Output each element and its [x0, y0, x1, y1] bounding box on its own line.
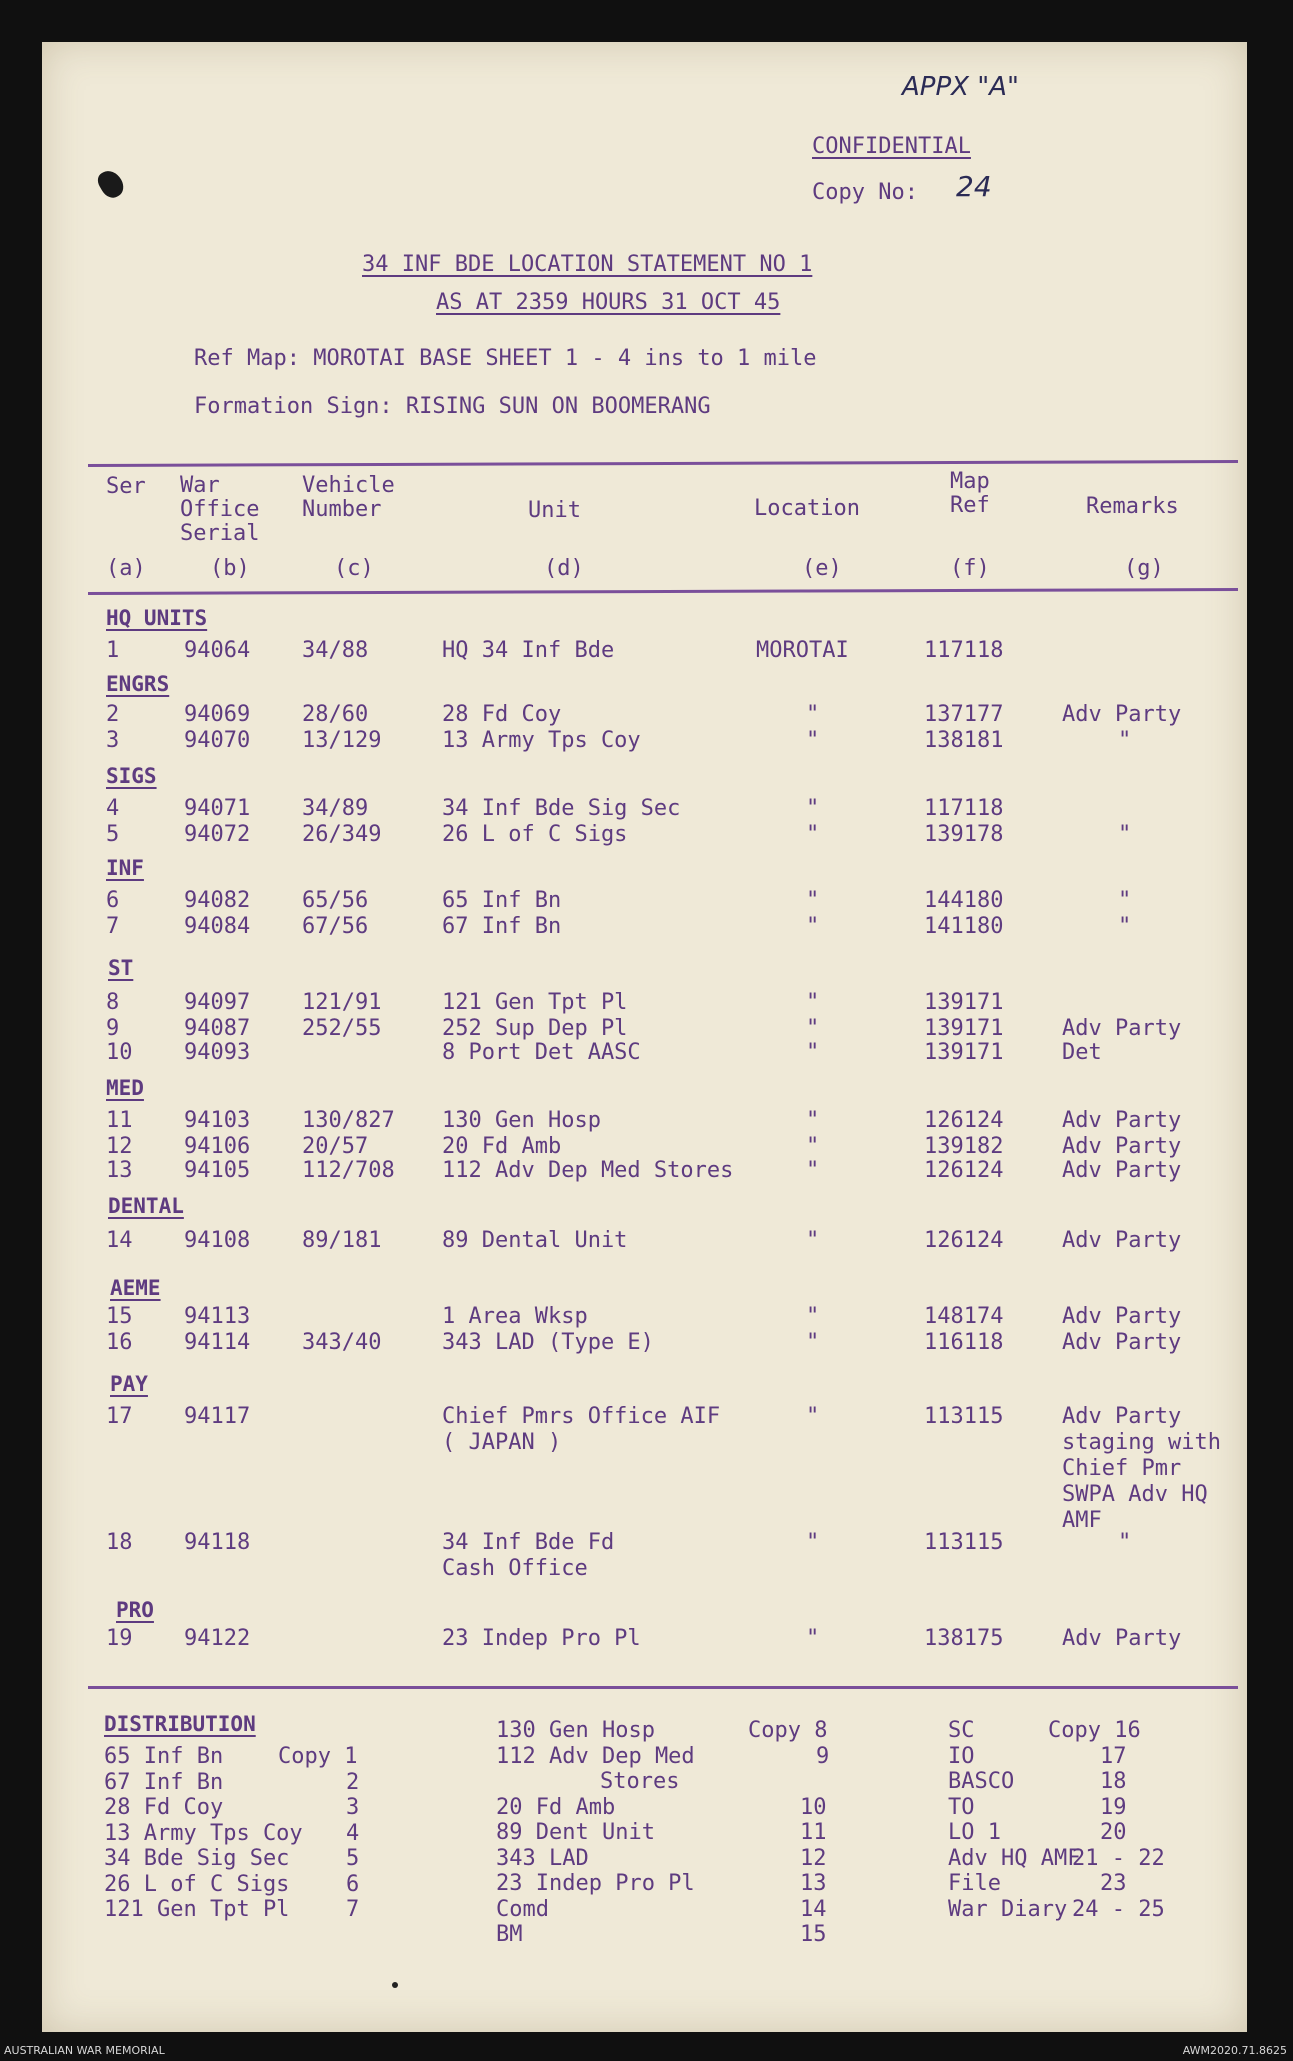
distribution-copy-number: 23 — [1100, 1871, 1127, 1896]
cell-map-ref: 113115 — [924, 1404, 1004, 1429]
distribution-copy-number: 18 — [1100, 1769, 1127, 1794]
cell-ser: 17 — [106, 1404, 133, 1429]
cell-remarks-line: AMF — [1062, 1508, 1102, 1533]
distribution-recipient: 23 Indep Pro Pl — [496, 1871, 695, 1896]
distribution-copy-number: Copy 1 — [278, 1744, 358, 1769]
cell-ser: 10 — [106, 1040, 133, 1065]
cell-remarks: Adv Party — [1062, 1304, 1182, 1329]
distribution-recipient: 65 Inf Bn — [104, 1744, 224, 1769]
distribution-recipient: SC — [948, 1718, 975, 1743]
cell-unit: 65 Inf Bn — [442, 888, 562, 913]
cell-war-office-serial: 94097 — [184, 990, 251, 1015]
section-hq-units: HQ UNITS — [106, 606, 208, 630]
distribution-recipient: Stores — [600, 1769, 680, 1794]
col-header-ref: Ref — [950, 493, 990, 518]
distribution-recipient: Adv HQ AMF — [948, 1845, 1081, 1871]
cell-unit: Chief Pmrs Office AIF — [442, 1404, 721, 1429]
cell-location: " — [806, 1228, 820, 1253]
cell-vehicle-number: 34/88 — [302, 638, 369, 663]
col-letter-d: (d) — [544, 556, 584, 581]
cell-unit: 121 Gen Tpt Pl — [442, 990, 628, 1015]
cell-location: " — [806, 1530, 820, 1555]
distribution-copy-number: 13 — [800, 1871, 827, 1896]
cell-location: " — [806, 1040, 820, 1065]
cell-unit: 34 Inf Bde Sig Sec — [442, 796, 681, 821]
col-header-remarks: Remarks — [1086, 494, 1179, 519]
cell-remarks: " — [1118, 914, 1132, 939]
distribution-copy-number: 7 — [346, 1897, 360, 1922]
cell-location: " — [806, 990, 820, 1015]
section-pay: PAY — [110, 1372, 148, 1396]
col-letter-f: (f) — [950, 556, 990, 581]
cell-location: " — [806, 1134, 820, 1159]
cell-ser: 8 — [106, 990, 120, 1015]
cell-location: " — [806, 1108, 820, 1133]
distribution-recipient: Comd — [496, 1896, 549, 1922]
distribution-recipient: 67 Inf Bn — [104, 1769, 224, 1795]
cell-remarks: Adv Party — [1062, 1158, 1182, 1183]
cell-war-office-serial: 94122 — [184, 1626, 251, 1651]
cell-ser: 12 — [106, 1134, 133, 1159]
cell-remarks: " — [1118, 822, 1132, 847]
cell-unit-line2: ( JAPAN ) — [442, 1430, 562, 1455]
distribution-recipient: BM — [496, 1922, 523, 1947]
distribution-copy-number: 10 — [800, 1794, 827, 1820]
cell-ser: 1 — [106, 638, 120, 663]
cell-war-office-serial: 94071 — [184, 796, 251, 821]
col-header-vehicle: Vehicle — [302, 473, 395, 498]
cell-ser: 14 — [106, 1228, 133, 1253]
cell-map-ref: 139171 — [924, 990, 1004, 1015]
cell-map-ref: 141180 — [924, 914, 1004, 939]
distribution-copy-number: 20 — [1100, 1820, 1127, 1845]
cell-unit: 130 Gen Hosp — [442, 1108, 601, 1133]
cell-ser: 15 — [106, 1304, 133, 1329]
cell-unit: 67 Inf Bn — [442, 914, 562, 939]
cell-unit: 8 Port Det AASC — [442, 1040, 641, 1065]
distribution-recipient: 343 LAD — [496, 1845, 589, 1871]
distribution-recipient: TO — [948, 1794, 975, 1820]
cell-ser: 19 — [106, 1626, 133, 1651]
distribution-heading: DISTRIBUTION — [104, 1712, 256, 1736]
distribution-copy-number: 5 — [346, 1846, 360, 1871]
col-header-map-ref — [950, 470, 990, 518]
cell-remarks: Det — [1062, 1040, 1102, 1065]
section-engrs: ENGRS — [106, 672, 170, 696]
cell-ser: 7 — [106, 914, 120, 939]
section-pro: PRO — [116, 1598, 154, 1622]
cell-map-ref: 139178 — [924, 822, 1004, 847]
cell-war-office-serial: 94103 — [184, 1108, 251, 1133]
cell-war-office-serial: 94069 — [184, 702, 251, 727]
title-line-1: 34 INF BDE LOCATION STATEMENT NO 1 — [362, 252, 813, 277]
cell-war-office-serial: 94108 — [184, 1228, 251, 1253]
distribution-recipient: 112 Adv Dep Med — [496, 1743, 695, 1769]
cell-vehicle-number: 112/708 — [302, 1158, 395, 1183]
cell-vehicle-number: 65/56 — [302, 888, 369, 913]
cell-location: " — [806, 1330, 820, 1355]
distribution-recipient: 89 Dent Unit — [496, 1820, 655, 1845]
cell-map-ref: 139171 — [924, 1040, 1004, 1065]
cell-map-ref: 144180 — [924, 888, 1004, 913]
cell-war-office-serial: 94093 — [184, 1040, 251, 1065]
cell-location: " — [806, 1016, 820, 1041]
distribution-recipient: 20 Fd Amb — [496, 1794, 616, 1820]
cell-war-office-serial: 94082 — [184, 888, 251, 913]
cell-location: " — [806, 1304, 820, 1329]
cell-unit: 23 Indep Pro Pl — [442, 1626, 641, 1651]
title-line-2: AS AT 2359 HOURS 31 OCT 45 — [436, 290, 781, 315]
col-letter-b: (b) — [210, 556, 250, 581]
distribution-recipient: IO — [948, 1743, 975, 1769]
distribution-copy-number: 15 — [800, 1922, 827, 1947]
cell-location: " — [806, 796, 820, 821]
cell-map-ref: 126124 — [924, 1228, 1004, 1253]
cell-war-office-serial: 94114 — [184, 1330, 251, 1355]
distribution-copy-number: 9 — [816, 1743, 830, 1769]
cell-vehicle-number: 252/55 — [302, 1016, 382, 1041]
distribution-copy-number: 17 — [1100, 1743, 1127, 1769]
cell-location: " — [806, 728, 820, 753]
section-med: MED — [106, 1076, 144, 1100]
col-header-office: Office — [180, 497, 260, 522]
cell-map-ref: 137177 — [924, 702, 1004, 727]
cell-war-office-serial: 94064 — [184, 638, 251, 663]
col-header-war: War — [180, 473, 220, 498]
cell-map-ref: 126124 — [924, 1158, 1004, 1183]
cell-vehicle-number: 20/57 — [302, 1134, 369, 1159]
distribution-recipient: 130 Gen Hosp — [496, 1718, 655, 1743]
cell-remarks: Adv Party — [1062, 1626, 1182, 1651]
cell-remarks-line: staging with — [1062, 1430, 1221, 1455]
distribution-recipient: 26 L of C Sigs — [104, 1871, 290, 1897]
appx-annotation: APPX "A" — [902, 72, 1019, 102]
cell-remarks: Adv Party — [1062, 702, 1182, 727]
cell-location: " — [806, 1158, 820, 1183]
cell-ser: 4 — [106, 796, 120, 821]
distribution-recipient: 28 Fd Coy — [104, 1795, 224, 1820]
cell-vehicle-number: 130/827 — [302, 1108, 395, 1133]
cell-location: " — [806, 822, 820, 847]
section-st: ST — [108, 956, 134, 980]
cell-war-office-serial: 94084 — [184, 914, 251, 939]
cell-ser: 2 — [106, 702, 120, 727]
distribution-recipient: 13 Army Tps Coy — [104, 1820, 303, 1846]
col-header-vehicle-number — [302, 474, 395, 522]
cell-remarks: Adv Party — [1062, 1108, 1182, 1133]
cell-war-office-serial: 94117 — [184, 1404, 251, 1429]
cell-vehicle-number: 28/60 — [302, 702, 369, 727]
copy-no-value: 24 — [956, 170, 992, 203]
section-aeme: AEME — [110, 1276, 161, 1300]
cell-ser: 11 — [106, 1108, 133, 1133]
distribution-copy-number: 11 — [800, 1820, 827, 1845]
cell-war-office-serial: 94072 — [184, 822, 251, 847]
distribution-copy-number: 19 — [1100, 1794, 1127, 1820]
col-header-ser: Ser — [106, 474, 146, 499]
cell-remarks-line: SWPA Adv HQ — [1062, 1482, 1208, 1507]
cell-vehicle-number: 67/56 — [302, 914, 369, 939]
cell-remarks: Adv Party — [1062, 1016, 1182, 1041]
formation-sign: Formation Sign: RISING SUN ON BOOMERANG — [194, 394, 711, 419]
cell-map-ref: 116118 — [924, 1330, 1004, 1355]
distribution-recipient: LO 1 — [948, 1820, 1001, 1845]
cell-unit: 20 Fd Amb — [442, 1134, 562, 1159]
distribution-copy-number: Copy 8 — [748, 1718, 828, 1743]
cell-vehicle-number: 13/129 — [302, 728, 382, 753]
col-header-war-office-serial — [180, 474, 259, 546]
cell-location: " — [806, 888, 820, 913]
cell-unit: 112 Adv Dep Med Stores — [442, 1158, 734, 1183]
cell-map-ref: 113115 — [924, 1530, 1004, 1555]
cell-map-ref: 126124 — [924, 1108, 1004, 1133]
col-header-unit: Unit — [528, 498, 581, 523]
cell-war-office-serial: 94087 — [184, 1016, 251, 1041]
col-header-number: Number — [302, 497, 382, 522]
cell-remarks: " — [1118, 728, 1132, 753]
distribution-copy-number: 2 — [346, 1769, 360, 1795]
cell-unit: 89 Dental Unit — [442, 1228, 628, 1253]
cell-vehicle-number: 89/181 — [302, 1228, 382, 1253]
col-letter-e: (e) — [802, 556, 842, 581]
cell-remarks: Adv Party — [1062, 1330, 1182, 1355]
cell-location: " — [806, 1404, 820, 1429]
distribution-copy-number: Copy 16 — [1048, 1718, 1141, 1743]
cell-remarks: Adv Party — [1062, 1134, 1182, 1159]
section-sigs: SIGS — [106, 764, 157, 788]
cell-unit: 252 Sup Dep Pl — [442, 1016, 628, 1041]
section-dental: DENTAL — [108, 1194, 184, 1218]
ref-map: Ref Map: MOROTAI BASE SHEET 1 - 4 ins to 1 mile — [194, 346, 817, 371]
confidential-label: CONFIDENTIAL — [812, 134, 971, 159]
cell-map-ref: 138175 — [924, 1626, 1004, 1651]
cell-war-office-serial: 94070 — [184, 728, 251, 753]
cell-ser: 16 — [106, 1330, 133, 1355]
cell-ser: 6 — [106, 888, 120, 913]
cell-map-ref: 148174 — [924, 1304, 1004, 1329]
distribution-recipient: War Diary — [948, 1896, 1068, 1922]
col-letter-c: (c) — [334, 556, 374, 581]
cell-vehicle-number: 34/89 — [302, 796, 369, 821]
footer-left: AUSTRALIAN WAR MEMORIAL — [4, 2044, 165, 2057]
distribution-copy-number: 6 — [346, 1871, 360, 1897]
ink-dot — [392, 1982, 398, 1988]
cell-ser: 18 — [106, 1530, 133, 1555]
cell-remarks-line: Chief Pmr — [1062, 1456, 1182, 1481]
col-letter-a: (a) — [106, 556, 146, 581]
cell-unit: 1 Area Wksp — [442, 1304, 588, 1329]
cell-unit: HQ 34 Inf Bde — [442, 638, 615, 663]
cell-location: " — [806, 914, 820, 939]
distribution-recipient: 34 Bde Sig Sec — [104, 1846, 290, 1871]
cell-unit: 34 Inf Bde Fd — [442, 1530, 615, 1555]
distribution-copy-number: 12 — [800, 1845, 827, 1871]
cell-ser: 9 — [106, 1016, 120, 1041]
cell-unit-line2: Cash Office — [442, 1556, 588, 1581]
cell-vehicle-number: 343/40 — [302, 1330, 382, 1355]
distribution-copy-number: 14 — [800, 1896, 827, 1922]
copy-no-label: Copy No: — [812, 180, 918, 205]
cell-ser: 13 — [106, 1158, 133, 1183]
cell-vehicle-number: 26/349 — [302, 822, 382, 847]
cell-remarks: " — [1118, 888, 1132, 913]
distribution-recipient: File — [948, 1871, 1001, 1896]
cell-remarks: Adv Party — [1062, 1228, 1182, 1253]
distribution-copy-number: 4 — [346, 1820, 360, 1846]
distribution-copy-number: 3 — [346, 1795, 360, 1820]
cell-location: " — [806, 702, 820, 727]
distribution-recipient: BASCO — [948, 1769, 1015, 1794]
distribution-copy-number: 24 - 25 — [1072, 1896, 1165, 1922]
cell-location: MOROTAI — [756, 638, 849, 663]
cell-map-ref: 139171 — [924, 1016, 1004, 1041]
cell-map-ref: 138181 — [924, 728, 1004, 753]
cell-vehicle-number: 121/91 — [302, 990, 382, 1015]
cell-map-ref: 117118 — [924, 796, 1004, 821]
footer-right: AWM2020.71.8625 — [1182, 2044, 1287, 2057]
cell-ser: 5 — [106, 822, 120, 847]
cell-unit: 343 LAD (Type E) — [442, 1330, 654, 1355]
cell-war-office-serial: 94106 — [184, 1134, 251, 1159]
table-bottom-rule — [88, 1686, 1238, 1689]
cell-remarks: " — [1118, 1530, 1132, 1555]
cell-map-ref: 139182 — [924, 1134, 1004, 1159]
col-header-location: Location — [754, 496, 860, 521]
cell-unit: 28 Fd Coy — [442, 702, 562, 727]
cell-unit: 26 L of C Sigs — [442, 822, 628, 847]
cell-ser: 3 — [106, 728, 120, 753]
distribution-copy-number: 21 - 22 — [1072, 1845, 1165, 1871]
cell-war-office-serial: 94105 — [184, 1158, 251, 1183]
cell-unit: 13 Army Tps Coy — [442, 728, 641, 753]
cell-war-office-serial: 94113 — [184, 1304, 251, 1329]
cell-location: " — [806, 1626, 820, 1651]
cell-remarks: Adv Party — [1062, 1404, 1182, 1429]
distribution-recipient: 121 Gen Tpt Pl — [104, 1897, 290, 1922]
col-letter-g: (g) — [1124, 556, 1164, 581]
cell-war-office-serial: 94118 — [184, 1530, 251, 1555]
col-header-map: Map — [950, 469, 990, 494]
cell-map-ref: 117118 — [924, 638, 1004, 663]
col-header-serial: Serial — [180, 521, 260, 546]
section-inf: INF — [106, 856, 144, 880]
